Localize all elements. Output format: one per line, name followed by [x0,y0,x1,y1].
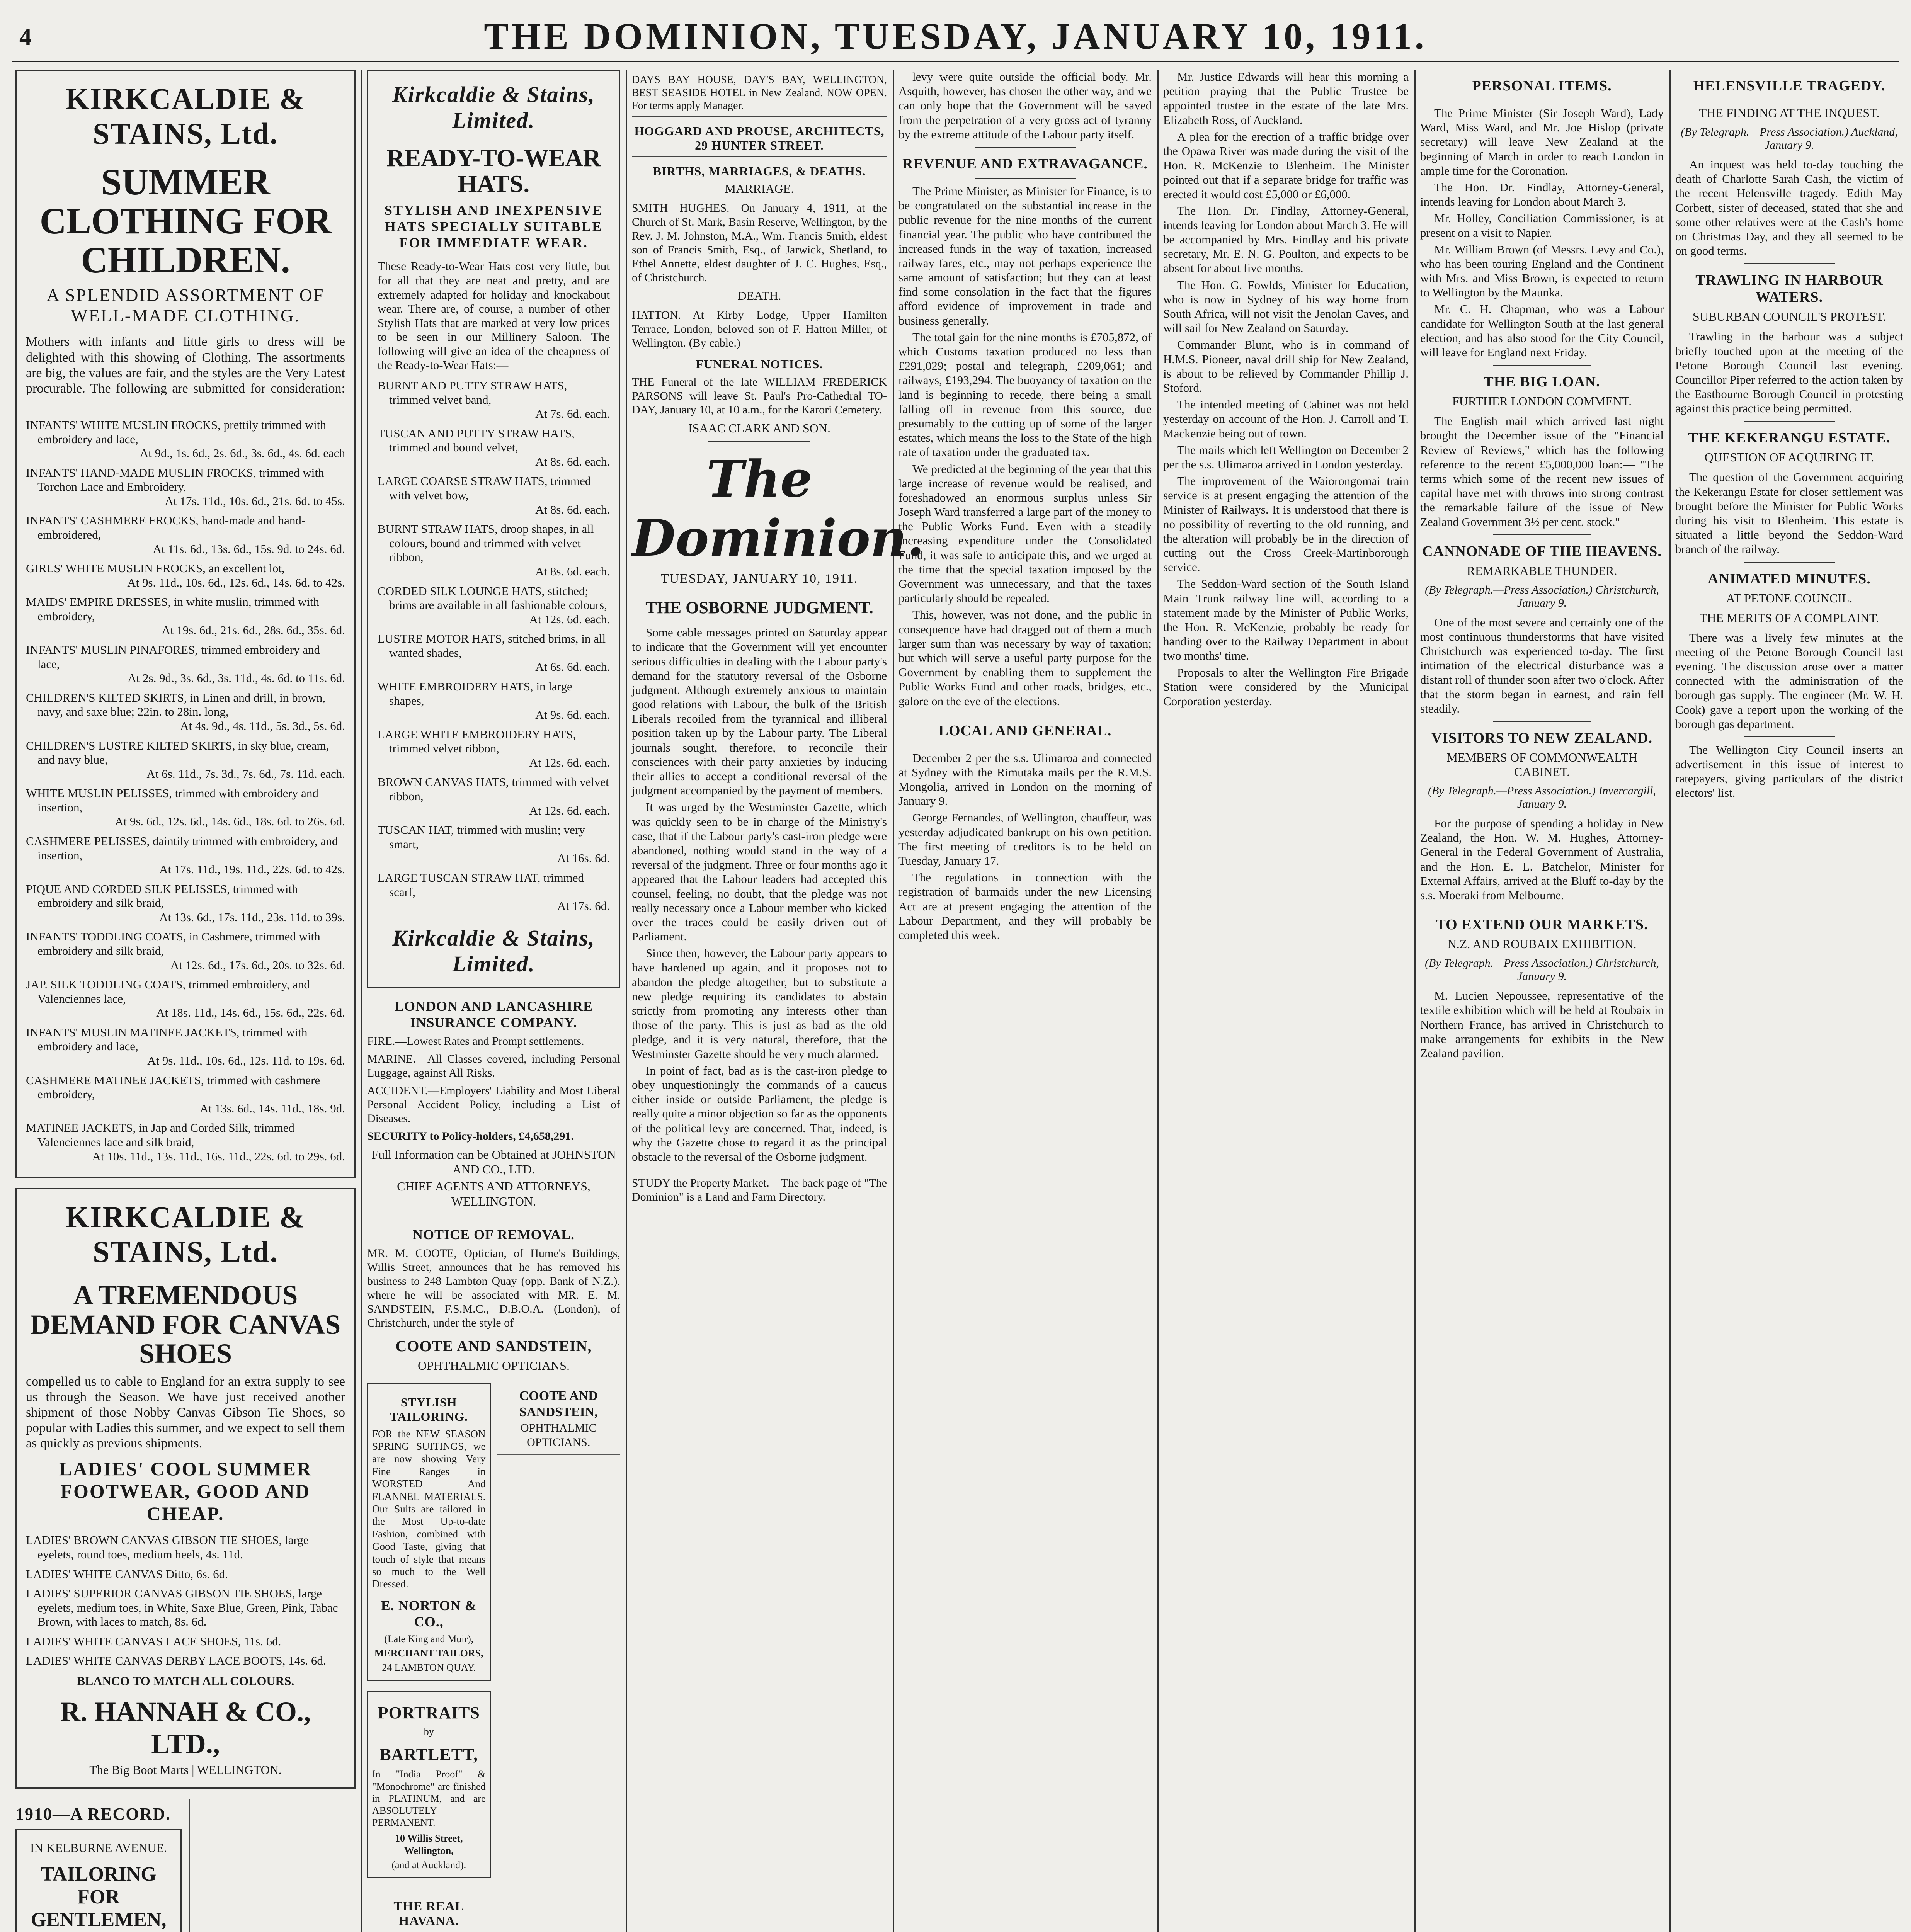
page-number: 4 [19,23,32,50]
column-3 [632,70,924,1932]
canvas-shoes-ad [15,1188,356,1789]
article-heading: TRAWLING IN HARBOUR WATERS. [1695,272,1883,306]
removal-notice [367,1219,620,1373]
list-item: LARGE WHITE EMBROIDERY HATS, trimmed velvet ribbon, At 12s. 6d. each. [378,727,610,769]
article-paragraph: One of the most severe and certainly one of the most continuous thunderstorms that have visited Christchurch was experienced to-day. The first intimation of the electrical disturbance was a distant roll of thunder soon after two o'clock. After that the storm began in earnest, and rain fell steadily. [1420,615,1664,715]
ad-headline: READY-TO-WEAR HATS. [386,144,601,198]
list-item: CHILDREN'S LUSTRE KILTED SKIRTS, in sky blue, cream, and navy blue, At 6s. 11d., 7s. 3d., 7s. 6d., 7s. 11d. each. [26,738,345,781]
ad-line: OPHTHALMIC OPTICIANS. [418,1359,570,1373]
article-heading: TO EXTEND OUR MARKETS. [1436,917,1648,933]
ad-line: (and at Auckland). [391,1859,466,1871]
list-item: TUSCAN AND PUTTY STRAW HATS, trimmed and bound velvet, At 8s. 6d. each. [378,426,610,468]
list-item: LARGE COARSE STRAW HATS, trimmed with velvet bow, At 8s. 6d. each. [378,474,610,516]
article-heading: REVENUE AND EXTRAVAGANCE. [902,155,1148,172]
article-paragraph: Mr. William Brown (of Messrs. Levy and Co.), who has been touring England and the Continent with Mrs. and Miss Brown, is expected to return to Wellington by the Maunka. [1420,242,1664,299]
list-item: BURNT AND PUTTY STRAW HATS, trimmed velvet band, At 7s. 6d. each. [378,379,610,421]
ad-subheadline: LADIES' COOL SUMMER FOOTWEAR, GOOD AND CHEAP. [59,1458,312,1525]
advertiser-name: E. NORTON & CO., [381,1597,477,1629]
list-item: CORDED SILK LOUNGE HATS, stitched; brims are available in all fashionable colours, At 12s. 6d. each. [378,584,610,626]
ad-line: Full Information can be Obtained at JOHNSTON AND CO., LTD. [371,1147,616,1177]
ad-line: ACCIDENT.—Employers' Liability and Most Liberal Personal Accident Policy, including a List of Diseases. [367,1084,620,1125]
article-heading: THE KEKERANGU ESTATE. [1688,430,1891,446]
news-paragraph: A plea for the erection of a traffic bridge over the Opawa River was made during the visit of the Hon. R. McKenzie to Blenheim. The Minister pointed out that if a separate bridge for traffic was erected it would cost £5,000 or £6,000. [1163,129,1409,201]
ad-line: SECURITY to Policy-holders, £4,658,291. [367,1129,574,1143]
funeral-signature: ISAAC CLARK AND SON. [688,421,831,435]
ad-intro: compelled us to cable to England for an extra supply to see us through the Season. We have just received another shipment of those Nobby Canvas Gibson Tie Shoes, so popular with Ladies this summer, and we expect to sell them as quickly as previous shipments. [26,1374,345,1451]
list-item: INFANTS' MUSLIN MATINEE JACKETS, trimmed with embroidery and lace, At 9s. 11d., 10s. 6d., 12s. 11d. to 19s. 6d. [26,1025,345,1068]
ad-headline: LONDON AND LANCASHIRE INSURANCE COMPANY. [394,998,593,1030]
ad-headline: A TREMENDOUS DEMAND FOR CANVAS SHOES [30,1280,341,1369]
hoggard-ad: HOGGARD AND PROUSE, ARCHITECTS, 29 HUNTER STREET. [632,124,887,157]
ad-headline: TAILORING FOR GENTLEMEN, [31,1863,167,1931]
article-subheading: REMARKABLE THUNDER. [1467,563,1617,578]
subheading: DEATH. [737,288,781,303]
article-subheading: QUESTION OF ACQUIRING IT. [1704,450,1874,464]
column-rule [893,70,894,1932]
editorial-date: TUESDAY, JANUARY 10, 1911. [660,571,858,586]
list-item: INFANTS' MUSLIN PINAFORES, trimmed embroidery and lace, At 2s. 9d., 3s. 6d., 3s. 11d., 4s. 6d. to 11s. 6d. [26,643,345,685]
column-7 [1675,70,1903,1932]
divider [1493,721,1591,722]
store-name: KIRKCALDIE & STAINS, Ltd. [66,1200,305,1269]
dateline: (By Telegraph.—Press Association.) Christchurch, January 9. [1424,957,1659,983]
advertiser-name: R. HANNAH & CO., LTD., [60,1696,311,1760]
ad-line: 24 LAMBTON QUAY. [382,1662,476,1673]
article-paragraph: George Fernandes, of Wellington, chauffeur, was yesterday adjudicated bankrupt on his own petition. The first meeting of creditors is to be held on Tuesday, January 17. [898,811,1152,867]
list-item: LADIES' SUPERIOR CANVAS GIBSON TIE SHOES, large eyelets, medium toes, in White, Saxe Blue, Green, Pink, Tabac Brown, with laces to match, 8s. 6d. [26,1587,338,1629]
article-paragraph: Mr. Holley, Conciliation Commissioner, is at present on a visit to Napier. [1420,211,1664,240]
ad-intro: These Ready-to-Wear Hats cost very little, but for all that they are neat and pretty, and are extremely adapted for holiday and knockabout wear. There are, of course, a number of other Stylish Hats that are marked at very low prices to be seen in our Millinery Saloon. The following will give an idea of the cheapness of the Ready-to-Wear Hats:— [378,259,610,372]
list-item: WHITE EMBROIDERY HATS, in large shapes, At 9s. 6d. each. [378,679,610,722]
dateline: (By Telegraph.—Press Association.) Auckland, January 9. [1681,126,1898,151]
havana-ad [367,1888,491,1932]
divider [975,178,1076,179]
article-subheading: AT PETONE COUNCIL. [1726,591,1853,605]
advertiser-address: The Big Boot Marts | WELLINGTON. [89,1763,282,1777]
article-heading: HELENSVILLE TRAGEDY. [1693,78,1885,94]
column-4 [898,70,1152,1932]
article-paragraph: The Hon. Dr. Findlay, Attorney-General, intends leaving for London about March 3. [1420,180,1664,209]
summer-clothing-ad [15,70,356,1178]
store-name: KIRKCALDIE & STAINS, Ltd. [66,82,305,150]
masthead [12,7,1899,63]
list-item: LADIES' WHITE CANVAS DERBY LACE BOOTS, 14s. 6d. [26,1654,326,1668]
card-title: COOTE AND SANDSTEIN, [519,1388,598,1420]
ad-headline: STYLISH TAILORING. [390,1395,468,1423]
article-paragraph: An inquest was held to-day touching the death of Charlotte Sarah Cash, the victim of the recent Helensville tragedy. Edith May Corbett, sister of deceased, stated that she and some other relatives were at the Cash's home on Christmas Day, and they all seemed to be on good terms. [1675,158,1903,258]
article-heading: VISITORS TO NEW ZEALAND. [1431,730,1653,746]
section-heading: 1910—A RECORD. [15,1804,171,1823]
article-heading: LOCAL AND GENERAL. [938,722,1112,739]
death-notice: HATTON.—At Kirby Lodge, Upper Hamilton Terrace, London, beloved son of F. Hatton Miller, of Wellington. (By cable.) [632,308,887,349]
ad-subheadline: STYLISH AND INEXPENSIVE HATS SPECIALLY SUITABLE FOR IMMEDIATE WEAR. [384,202,603,251]
paper-nameplate: The Dominion. [632,449,924,568]
section-heading: BIRTHS, MARRIAGES, & DEATHS. [653,164,866,178]
ad-line: FIRE.—Lowest Rates and Prompt settlements. [367,1034,584,1048]
article-heading: THE BIG LOAN. [1484,374,1600,390]
list-item: CHILDREN'S KILTED SKIRTS, in Linen and drill, in brown, navy, and saxe blue; 22in. to 28in. long, At 4s. 9d., 4s. 11d., 5s. 3d., 5s. 6d. [26,690,345,733]
list-item: WHITE MUSLIN PELISSES, trimmed with embroidery and insertion, At 9s. 6d., 12s. 6d., 14s. 6d., 18s. 6d. to 26s. 6d. [26,786,345,828]
article-heading: PERSONAL ITEMS. [1472,78,1612,94]
list-item: PIQUE AND CORDED SILK PELISSES, trimmed with embroidery and silk braid, At 13s. 6d., 17s. 11d., 23s. 11d. to 39s. [26,882,345,924]
list-item: TUSCAN HAT, trimmed with muslin; very smart, At 16s. 6d. [378,823,610,865]
article-paragraph: The English mail which arrived last night brought the December issue of the "Financial Review of Reviews," which has the following reference to the recent £5,000,000 loan:— "The terms which some of the recent new issues of capital have met with throws into strong contrast the remarkable failure of the issue of New Zealand Government 3½ per cent. stock." [1420,414,1664,529]
ad-line: (Late King and Muir), [384,1633,474,1645]
column-rule [1414,70,1416,1932]
divider [1744,263,1835,264]
article-subheading: SUBURBAN COUNCIL'S PROTEST. [1692,310,1886,324]
ad-intro: Mothers with infants and little girls to dress will be delighted with this showing of Clothing. The assortments are big, the values are fair, and the styles are the Very Latest procurable. The following are submitted for consideration:— [26,335,345,411]
stylish-tailoring-ad [367,1383,491,1681]
ad-line: IN KELBURNE AVENUE. [30,1840,167,1855]
list-item: LUSTRE MOTOR HATS, stitched brims, in all wanted shades, At 6s. 6d. each. [378,632,610,674]
news-paragraph: The Hon. Dr. Findlay, Attorney-General, intends leaving for London about March 3. He will be accompanied by Mrs. Findlay and his private secretary, Mr. E. N. G. Poulton, and expects to be absent for about five months. [1163,204,1409,275]
ad-line: by [424,1726,434,1738]
column-rule [1669,70,1671,1932]
editorial-paragraph: In point of fact, bad as is the cast-iron pledge to obey unquestioningly the commands of a caucus either inside or outside Parliament, the pledge is really quite a minor objection so far as the opponents of the political levy are concerned. That, indeed, is why the Gazette chose to regard it as the principal obstacle to the reversal of the Osborne judgment. [632,1063,887,1163]
divider [975,147,1076,148]
list-item: INFANTS' HAND-MADE MUSLIN FROCKS, trimmed with Torchon Lace and Embroidery, At 17s. 11d., 10s. 6d., 21s. 6d. to 45s. [26,466,345,508]
list-item: JAP. SILK TODDLING COATS, trimmed embroidery, and Valenciennes lace, At 18s. 11d., 14s. 6d., 15s. 6d., 22s. 6d. [26,978,345,1020]
small-ads-right [189,1799,356,1932]
funeral-notice: THE Funeral of the late WILLIAM FREDERICK PARSONS will leave St. Paul's Pro-Cathedral TO-DAY, January 10, at 10 a.m., for the Karori Cemetery. [632,375,887,416]
dateline: (By Telegraph.—Press Association.) Invercargill, January 9. [1428,784,1656,810]
list-item: GIRLS' WHITE MUSLIN FROCKS, an excellent lot, At 9s. 11d., 10s. 6d., 12s. 6d., 14s. 6d. to 42s. [26,561,345,589]
divider [708,441,810,442]
section-heading: FUNERAL NOTICES. [696,357,823,371]
ad-line: MARINE.—All Classes covered, including Personal Luggage, against All Risks. [367,1052,620,1079]
news-paragraph: The Hon. G. Fowlds, Minister for Education, who is now in Sydney of his way home from South Africa, will not visit the Jenolan Caves, and will sail for New Zealand on Saturday. [1163,278,1409,335]
divider [1493,534,1591,535]
hats-ad [367,70,620,988]
editorial-paragraph: It was urged by the Westminster Gazette, which was quickly seen to be in charge of the Ministry's case, that if the Labour party's cast-iron pledge were abandoned, nothing would stand in the way of a reversal of the judgment. Three or four months ago it appeared that the Labour leaders had accepted this counsel, feeling, no doubt, that the pledge was not really necessary once a Labour member who kicked over the traces could be easily driven out of Parliament. [632,800,887,944]
subheading: MARRIAGE. [725,181,794,196]
article-paragraph: The total gain for the nine months is £705,872, of which Customs taxation produced no less than £291,029; postal and telegraph, £209,061; and railways, £193,294. The buoyancy of taxation on the land is beginning to recede, there being a small falling off in revenue from this source, due presumably to the cutting up of some of the larger estates, which means the loss to the State of the high rate of taxation under the graduated tax. [898,330,1152,459]
article-paragraph: We predicted at the beginning of the year that this large increase of revenue would be realised, and foreshadowed an enormous surplus unless Sir Joseph Ward transferred a large part of the money to the Public Works Fund. Even with a steadily increasing expenditure under the Consolidated Fund, it was safe to anticipate this, and we urged at the time that the special taxation imposed by the Government was unnecessary, and that the taxes particularly should be repealed. [898,462,1152,605]
list-item: LADIES' WHITE CANVAS Ditto, 6s. 6d. [26,1567,228,1581]
news-paragraph: The intended meeting of Cabinet was not held yesterday on account of the Hon. J. Carroll and T. Mackenzie being out of town. [1163,398,1409,440]
days-bay-ad: DAYS BAY HOUSE, DAY'S BAY, WELLINGTON, BEST SEASIDE HOTEL in New Zealand. NOW OPEN. For terms apply Manager. [632,73,887,117]
ad-line: MERCHANT TAILORS, [374,1647,483,1659]
list-item: LADIES' BROWN CANVAS GIBSON TIE SHOES, large eyelets, round toes, medium heels, 4s. 11d. [26,1533,309,1561]
divider [1744,736,1835,737]
article-paragraph: There was a lively few minutes at the meeting of the Petone Borough Council last evening. The discussion arose over a matter connected with the administration of the borough gas supply. The engineer (Mr. W. H. Cook) gave a report upon the working of the borough gas department. [1675,631,1903,731]
list-item: INFANTS' TODDLING COATS, in Cashmere, trimmed with embroidery and silk braid, At 12s. 6d., 17s. 6d., 20s. to 32s. 6d. [26,930,345,972]
list-item: INFANTS' WHITE MUSLIN FROCKS, prettily trimmed with embroidery and lace, At 9d., 1s. 6d., 2s. 6d., 3s. 6d., 4s. 6d. each [26,418,345,460]
store-name: Kirkcaldie & Stains, Limited. [392,925,595,976]
ad-headline: THE REAL HAVANA. [393,1899,465,1928]
newspaper-title: THE DOMINION, TUESDAY, JANUARY 10, 1911. [484,15,1427,57]
list-item: INFANTS' CASHMERE FROCKS, hand-made and hand-embroidered, At 11s. 6d., 13s. 6d., 15s. 9d. to 24s. 6d. [26,514,345,556]
ad-headline: PORTRAITS [378,1703,480,1723]
article-paragraph: The Prime Minister, as Minister for Finance, is to be congratulated on the substantial increase in the public revenue for the nine months of the current financial year. The public who have contributed the increased funds in the way of taxation, increased railway fares, etc., may not perhaps experience the same amount of satisfaction; but they can at least find some consolation in the fact that the figures afford evidence of improvement in trade and business generally. [898,184,1152,327]
ad-headline: NOTICE OF REMOVAL. [412,1227,575,1243]
editorial-paragraph: Since then, however, the Labour party appears to have hardened up again, and it proposes not to abandon the pledge altogether, but to substitute a new pledge requiring its candidates to abstain strictly from promoting any interests other than those of the party. This is just as bad as the old pledge, and it is very natural, therefore, that the Westminster Gazette should be very much alarmed. [632,946,887,1061]
ad-subheadline: A SPLENDID ASSORTMENT OF WELL-MADE CLOTHING. [46,285,325,326]
article-heading: ANIMATED MINUTES. [1708,570,1871,587]
column-5 [1163,70,1409,1932]
column-rule [361,70,362,1932]
portraits-ad [367,1691,491,1878]
ad-line: CHIEF AGENTS AND ATTORNEYS, WELLINGTON. [397,1179,590,1208]
property-note: STUDY the Property Market.—The back page of "The Dominion" is a Land and Farm Directory. [632,1172,887,1204]
article-subheading: FURTHER LONDON COMMENT. [1452,394,1632,408]
dateline: (By Telegraph.—Press Association.) Christchurch, January 9. [1424,583,1659,609]
ad-text: FOR the NEW SEASON SPRING SUITINGS, we are now showing Very Fine Ranges in WORSTED And FLANNEL MATERIALS. Our Suits are tailored in the Most Up-to-date Fashion, combined with Good Taste, giving that touch of style that means so much to the Well Dressed. [372,1428,486,1590]
column-1 [15,70,356,1932]
article-subheading: MEMBERS OF COMMONWEALTH CABINET. [1446,750,1637,779]
ad-line: 10 Willis Street, Wellington, [395,1833,463,1856]
article-heading: CANNONADE OF THE HEAVENS. [1422,543,1662,560]
article-paragraph: The question of the Government acquiring the Kekerangu Estate for closer settlement was brought before the Minister for Public Works during his visit to Blenheim. This estate is situated a little beyond the Seddon-Ward branch of the railway. [1675,470,1903,556]
ad-headline: SUMMER CLOTHING FOR CHILDREN. [39,161,332,281]
article-paragraph: For the purpose of spending a holiday in New Zealand, the Hon. W. M. Hughes, Attorney-General in the Federal Government of Australia, and the Hon. E. L. Batchelor, Minister for External Affairs, arrived at the Bluff to-day by the s.s. Moeraki from Melbourne. [1420,816,1664,902]
divider [1744,421,1835,422]
news-paragraph: Mr. Justice Edwards will hear this morning a petition praying that the Public Trustee be appointed trustee in the estate of the late Mrs. Elizabeth Ross, of Auckland. [1163,70,1409,127]
list-item: BLANCO TO MATCH ALL COLOURS. [77,1674,294,1688]
article-paragraph: The regulations in connection with the registration of barmaids under the new Licensing Act are at present engaging the attention of the Labour Department, and they will probably be completed this week. [898,871,1152,942]
news-paragraph: The mails which left Wellington on December 2 per the s.s. Ulimaroa arrived in London yesterday. [1163,443,1409,471]
column-2 [367,70,620,1932]
advertiser-name: BARTLETT, [379,1745,478,1764]
list-item: BURNT STRAW HATS, droop shapes, in all colours, bound and trimmed with velvet ribbon, At 8s. 6d. each. [378,522,610,578]
article-subheading: N.Z. AND ROUBAIX EXHIBITION. [1447,937,1637,951]
list-item: LADIES' WHITE CANVAS LACE SHOES, 11s. 6d. [26,1634,281,1648]
article-paragraph: The Wellington City Council inserts an advertisement in this issue of interest to ratepayers, giving particulars of the district electors' list. [1675,743,1903,800]
article-paragraph: The Prime Minister (Sir Joseph Ward), Lady Ward, Miss Ward, and Mr. Joe Hislop (private secretary) will leave New Zealand at the beginning of March in order to reach London in ample time for the Coronation. [1420,106,1664,177]
ad-text: MR. M. COOTE, Optician, of Hume's Buildings, Willis Street, announces that he has removed his business to 248 Lambton Quay (opp. Bank of N.Z.), where he will be associated with MR. E. M. SANDSTEIN, F.S.M.C., D.B.O.A. (London), of Christchurch, under the style of [367,1247,620,1330]
column-rule [626,70,627,1932]
article-subheading: THE FINDING AT THE INQUEST. [1699,106,1880,120]
col2-small-right [497,1383,621,1932]
editorial-title: THE OSBORNE JUDGMENT. [645,598,873,617]
article-paragraph: Mr. C. H. Chapman, who was a Labour candidate for Wellington South at the last general election, and has also stood for the City Council, will leave for England next Friday. [1420,302,1664,359]
news-paragraph: Commander Blunt, who is in command of H.M.S. Pioneer, naval drill ship for New Zealand, is about to be relieved by Commander Phillip J. Stoford. [1163,338,1409,395]
milligans-ad [15,1829,182,1932]
ad-text: In "India Proof" & "Monochrome" are finished in PLATINUM, and are ABSOLUTELY PERMANENT. [372,1769,486,1828]
small-ads-row [15,1799,356,1932]
article-paragraph: This, however, was not done, and the public in consequence have had dragged out of them a much larger sum than was necessary by way of taxation; but which will serve a useful party purpose for the Government by enabling them to supplement the Public Works Fund and other roads, bridges, etc., galore on the eve of the elections. [898,608,1152,708]
insurance-ad [367,998,620,1209]
professional-card [497,1383,621,1455]
divider [1744,562,1835,563]
col2-small-ads [367,1383,620,1932]
article-paragraph: M. Lucien Nepoussee, representative of the textile exhibition which will be held at Roubaix in Northern France, has arrived in Christchurch to make arrangements for exhibits in the New Zealand pavilion. [1420,989,1664,1060]
advertiser-name: COOTE AND SANDSTEIN, [395,1337,592,1355]
article-subheading: THE MERITS OF A COMPLAINT. [1699,611,1879,625]
news-paragraph: The improvement of the Waiorongomai train service is at present engaging the attention of the Minister of Railways. It is understood that there is no possibility of reverting to the old running, and the alteration will probably be in the direction of cutting out the Cross Creek-Martinborough service. [1163,474,1409,574]
list-item: MAIDS' EMPIRE DRESSES, in white muslin, trimmed with embroidery, At 19s. 6d., 21s. 6d., 28s. 6d., 35s. 6d. [26,595,345,637]
column-6 [1420,70,1664,1932]
price-list [26,418,345,1163]
editorial-paragraph: levy were quite outside the official body. Mr. Asquith, however, has chosen the other way, and we can only hope that the Government will be saved from the perpetration of a very gross act of tyranny by the extreme attitude of the Labour party itself. [898,70,1152,141]
editorial-paragraph: Some cable messages printed on Saturday appear to indicate that the Government will yet encounter serious difficulties in dealing with the Labour party's demand for the statutory reversal of the Osborne judgment. Although extremely anxious to maintain good relations with Labour, the bulk of the British Liberals recoiled from the tyrannical and illiberal position taken up by the Labour party. The Liberal journals sought, therefore, to reconcile their consciences with their party anxieties by inducing their allies to accept a conditional reversal of the judgment accompanied by the payment of members. [632,626,887,798]
news-paragraph: The Seddon-Ward section of the South Island Main Trunk railway line will, according to a statement made by the Minister of Public Works, the Hon. R. McKenzie, probably be ready for handing over to the Railway Department in about two months' time. [1163,577,1409,663]
list-item: BROWN CANVAS HATS, trimmed with velvet ribbon, At 12s. 6d. each. [378,775,610,817]
divider [1493,365,1591,366]
article-paragraph: Trawling in the harbour was a subject briefly touched upon at the meeting of the Petone Borough Council last evening. Councillor Piper referred to the action taken by the Eastbourne Borough Council in protesting against this practice being permitted. [1675,330,1903,415]
col2-small-left [367,1383,491,1932]
column-rule [1157,70,1159,1932]
small-ads-left [15,1799,182,1932]
list-item: LARGE TUSCAN STRAW HAT, trimmed scarf, At 17s. 6d. [378,871,610,913]
store-name: Kirkcaldie & Stains, Limited. [392,82,595,133]
list-item: CASHMERE PELISSES, daintily trimmed with embroidery, and insertion, At 17s. 11d., 19s. 11d., 22s. 6d. to 42s. [26,834,345,876]
news-paragraph: Proposals to alter the Wellington Fire Brigade Station were considered by the Municipal Corporation yesterday. [1163,665,1409,708]
filler-rule-area [189,1799,356,1932]
card-line: OPHTHALMIC OPTICIANS. [520,1421,597,1449]
article-paragraph: December 2 per the s.s. Ulimaroa and connected at Sydney with the Rimutaka mails per the R.M.S. Mongolia, arrived in London on the morning of January 9. [898,751,1152,808]
list-item: CASHMERE MATINEE JACKETS, trimmed with cashmere embroidery, At 13s. 6d., 14s. 11d., 18s. 9d. [26,1073,345,1115]
marriage-notice: SMITH—HUGHES.—On January 4, 1911, at the Church of St. Mark, Basin Reserve, Wellington, by the Rev. J. M. Johnston, M.A., Wm. Francis Smith, eldest son of Francis Smith, Esq., of Jarwick, Shetland, to Ethel Annette, eldest daughter of J. C. Hughes, Esq., of Christchurch. [632,201,887,284]
list-item: MATINEE JACKETS, in Jap and Corded Silk, trimmed Valenciennes lace and silk braid, At 10s. 11d., 13s. 11d., 16s. 11d., 22s. 6d. to 29s. 6d. [26,1121,345,1163]
